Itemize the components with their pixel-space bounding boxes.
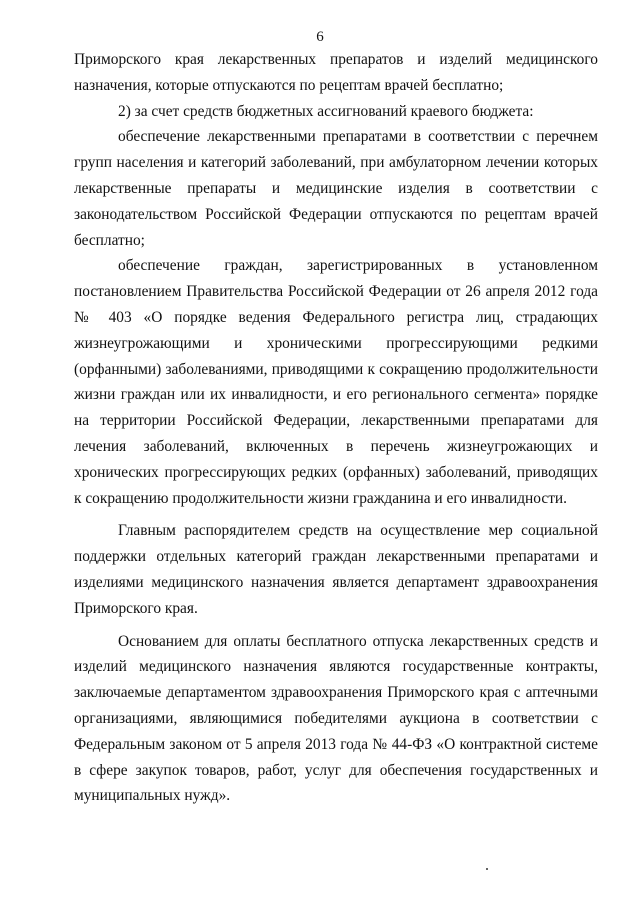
paragraph-continuation: Приморского края лекарственных препаратов и изделий медицинского назначения, которые отпускаются по рецептам врачей бесплатно; [74,51,598,94]
paragraph-orphan-diseases: обеспечение граждан, зарегистрированных в установленном постановлением Правительства Российской Федерации от 26 апреля 2012 года № 403 «О порядке ведения Федерального регистра лиц, страдающих жизнеугрожающими и хроническими прогрессирующими редкими (орфанными) заболеваниями, приводящими к сокращению продолжительности жизни граждан или их инвалидности, и его регионального сегмента» порядке на территории Российской Федерации, лекарственными препаратами для лечения заболеваний, включенных в перечень жизнеугрожающих и хронических прогрессирующих редких (орфанных) заболеваний, приводящих к сокращению продолжительности жизни гражданина и его инвалидности. [74,257,598,507]
paragraph-chief-administrator: Главным распорядителем средств на осуществление мер социальной поддержки отдельных категорий граждан лекарственными препаратами и изделиями медицинского назначения является департамент здравоохранения Приморского края. [74,522,598,617]
paragraph-payment-basis: Основанием для оплаты бесплатного отпуска лекарственных средств и изделий медицинского назначения являются государственные контракты, заключаемые департаментом здравоохранения Приморского края с аптечными организациями, являющимися победителями аукциона в соответствии с Федеральным законом от 5 апреля 2013 года № 44-ФЗ «О контрактной системе в сфере закупок товаров, работ, услуг для обеспечения государственных и муниципальных нужд». [74,632,598,805]
paragraph-provision-groups: обеспечение лекарственными препаратами в соответствии с перечнем групп населения и категорий заболеваний, при амбулаторном лечении которых лекарственные препараты и медицинские изделия в соответствии с законодательством Российской Федерации отпускаются по рецептам врачей бесплатно; [74,128,598,249]
page-number: 6 [316,29,324,45]
scan-speck [486,868,488,870]
document-body [74,47,598,809]
paragraph-regional-budget-heading: 2) за счет средств бюджетных ассигнований краевого бюджета: [118,102,534,120]
